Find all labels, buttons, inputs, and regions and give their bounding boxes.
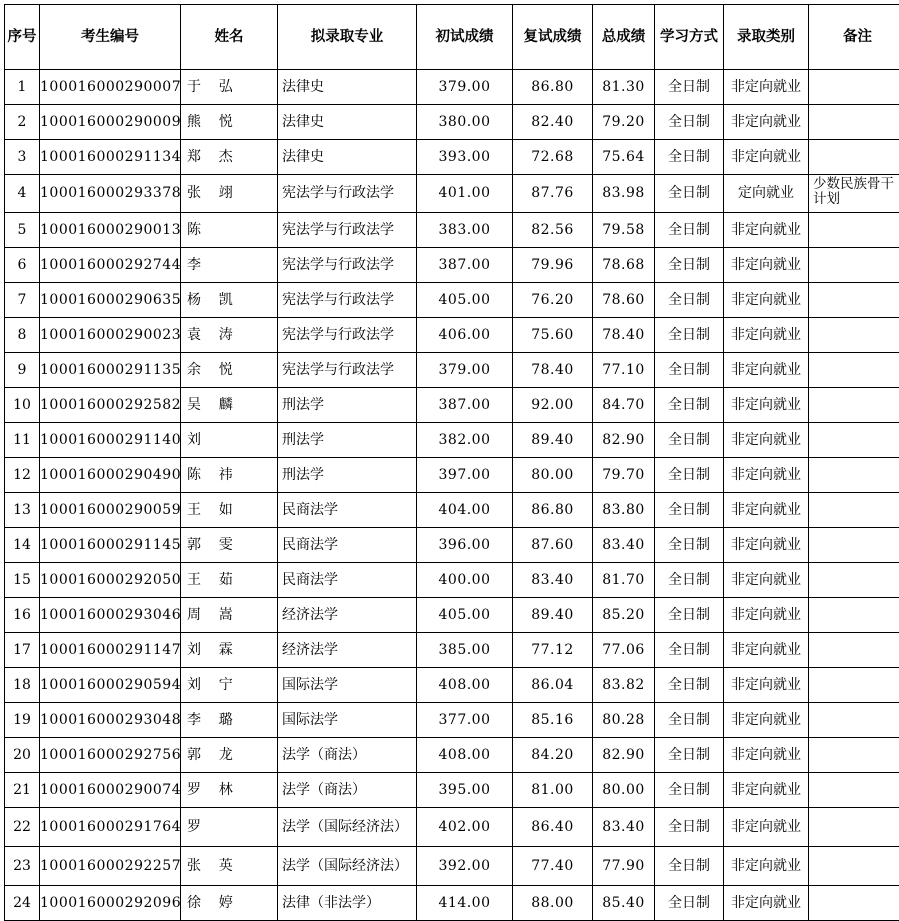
- cell-study-mode: 全日制: [655, 70, 724, 105]
- cell-retest-score: 76.20: [513, 283, 593, 318]
- cell-study-mode: 全日制: [655, 738, 724, 773]
- cell-study-mode: 全日制: [655, 388, 724, 423]
- cell-name: 杨 凯: [181, 283, 278, 318]
- cell-initial-score: 414.00: [417, 886, 513, 921]
- cell-candidate-id: 100016000293048: [40, 703, 181, 738]
- cell-initial-score: 402.00: [417, 808, 513, 847]
- cell-name: 徐 婷: [181, 886, 278, 921]
- cell-category: 非定向就业: [724, 668, 809, 703]
- table-row: [5, 248, 899, 283]
- cell-retest-score: 82.40: [513, 105, 593, 140]
- table-row: [5, 458, 899, 493]
- cell-category: 非定向就业: [724, 248, 809, 283]
- cell-note: [809, 738, 899, 773]
- cell-study-mode: 全日制: [655, 283, 724, 318]
- cell-retest-score: 83.40: [513, 563, 593, 598]
- cell-note: 少数民族骨干计划: [809, 175, 899, 213]
- cell-study-mode: 全日制: [655, 633, 724, 668]
- table-row: [5, 70, 899, 105]
- cell-initial-score: 385.00: [417, 633, 513, 668]
- cell-total-score: 82.90: [593, 423, 655, 458]
- cell-category: 非定向就业: [724, 598, 809, 633]
- cell-major: 法律史: [278, 70, 417, 105]
- cell-candidate-id: 100016000290594: [40, 668, 181, 703]
- cell-major: 民商法学: [278, 528, 417, 563]
- cell-name: 刘 宁: [181, 668, 278, 703]
- cell-name: 熊 悦: [181, 105, 278, 140]
- table-row: [5, 528, 899, 563]
- cell-candidate-id: 100016000290074: [40, 773, 181, 808]
- table-row: [5, 633, 899, 668]
- cell-category: 非定向就业: [724, 423, 809, 458]
- cell-category: 非定向就业: [724, 703, 809, 738]
- cell-major: 法学（国际经济法）: [278, 808, 417, 847]
- cell-note: [809, 213, 899, 248]
- cell-study-mode: 全日制: [655, 248, 724, 283]
- cell-seq: 18: [5, 668, 40, 703]
- cell-total-score: 78.60: [593, 283, 655, 318]
- cell-name: 郑 杰: [181, 140, 278, 175]
- cell-initial-score: 395.00: [417, 773, 513, 808]
- cell-total-score: 80.00: [593, 773, 655, 808]
- cell-major: 法学（国际经济法）: [278, 847, 417, 886]
- cell-retest-score: 79.96: [513, 248, 593, 283]
- header-total-score: 总成绩: [593, 5, 655, 70]
- cell-major: 宪法学与行政法学: [278, 248, 417, 283]
- cell-candidate-id: 100016000292744: [40, 248, 181, 283]
- cell-seq: 19: [5, 703, 40, 738]
- table-row: [5, 353, 899, 388]
- cell-retest-score: 89.40: [513, 423, 593, 458]
- cell-study-mode: 全日制: [655, 493, 724, 528]
- cell-seq: 1: [5, 70, 40, 105]
- table-body: [5, 70, 899, 921]
- cell-retest-score: 87.76: [513, 175, 593, 213]
- cell-note: [809, 248, 899, 283]
- cell-retest-score: 77.12: [513, 633, 593, 668]
- cell-seq: 12: [5, 458, 40, 493]
- cell-total-score: 81.70: [593, 563, 655, 598]
- cell-total-score: 77.10: [593, 353, 655, 388]
- cell-initial-score: 406.00: [417, 318, 513, 353]
- cell-study-mode: 全日制: [655, 598, 724, 633]
- cell-seq: 21: [5, 773, 40, 808]
- cell-seq: 3: [5, 140, 40, 175]
- cell-retest-score: 86.40: [513, 808, 593, 847]
- cell-name: 张 英: [181, 847, 278, 886]
- cell-major: 宪法学与行政法学: [278, 318, 417, 353]
- cell-seq: 14: [5, 528, 40, 563]
- cell-note: [809, 458, 899, 493]
- cell-name: 李: [181, 248, 278, 283]
- cell-name: 刘: [181, 423, 278, 458]
- cell-total-score: 83.98: [593, 175, 655, 213]
- cell-total-score: 78.40: [593, 318, 655, 353]
- cell-study-mode: 全日制: [655, 423, 724, 458]
- cell-seq: 22: [5, 808, 40, 847]
- header-row: [5, 5, 899, 70]
- admission-table: [4, 4, 899, 921]
- cell-name: 罗: [181, 808, 278, 847]
- cell-major: 国际法学: [278, 668, 417, 703]
- cell-initial-score: 393.00: [417, 140, 513, 175]
- cell-seq: 4: [5, 175, 40, 213]
- table-row: [5, 563, 899, 598]
- cell-major: 法律史: [278, 105, 417, 140]
- cell-retest-score: 77.40: [513, 847, 593, 886]
- cell-initial-score: 387.00: [417, 388, 513, 423]
- cell-category: 定向就业: [724, 175, 809, 213]
- cell-candidate-id: 100016000291145: [40, 528, 181, 563]
- cell-retest-score: 75.60: [513, 318, 593, 353]
- cell-name: 吴 麟: [181, 388, 278, 423]
- cell-category: 非定向就业: [724, 528, 809, 563]
- cell-category: 非定向就业: [724, 633, 809, 668]
- cell-study-mode: 全日制: [655, 458, 724, 493]
- table-row: [5, 388, 899, 423]
- cell-note: [809, 703, 899, 738]
- cell-total-score: 78.68: [593, 248, 655, 283]
- cell-study-mode: 全日制: [655, 668, 724, 703]
- header-name: 姓名: [181, 5, 278, 70]
- cell-name: 郭 龙: [181, 738, 278, 773]
- cell-initial-score: 405.00: [417, 283, 513, 318]
- cell-initial-score: 377.00: [417, 703, 513, 738]
- cell-seq: 5: [5, 213, 40, 248]
- table-row: [5, 423, 899, 458]
- cell-seq: 16: [5, 598, 40, 633]
- cell-major: 刑法学: [278, 388, 417, 423]
- cell-seq: 15: [5, 563, 40, 598]
- cell-total-score: 84.70: [593, 388, 655, 423]
- cell-note: [809, 633, 899, 668]
- cell-candidate-id: 100016000290490: [40, 458, 181, 493]
- cell-name: 陈: [181, 213, 278, 248]
- table-row: [5, 738, 899, 773]
- cell-category: 非定向就业: [724, 773, 809, 808]
- cell-category: 非定向就业: [724, 213, 809, 248]
- cell-total-score: 79.20: [593, 105, 655, 140]
- table-row: [5, 703, 899, 738]
- cell-major: 宪法学与行政法学: [278, 283, 417, 318]
- cell-total-score: 77.90: [593, 847, 655, 886]
- cell-category: 非定向就业: [724, 808, 809, 847]
- cell-total-score: 83.40: [593, 808, 655, 847]
- cell-note: [809, 105, 899, 140]
- header-initial-score: 初试成绩: [417, 5, 513, 70]
- cell-note: [809, 668, 899, 703]
- cell-candidate-id: 100016000290009: [40, 105, 181, 140]
- cell-retest-score: 84.20: [513, 738, 593, 773]
- cell-seq: 13: [5, 493, 40, 528]
- cell-study-mode: 全日制: [655, 353, 724, 388]
- cell-major: 宪法学与行政法学: [278, 353, 417, 388]
- cell-major: 宪法学与行政法学: [278, 213, 417, 248]
- cell-name: 王 如: [181, 493, 278, 528]
- cell-candidate-id: 100016000292050: [40, 563, 181, 598]
- cell-candidate-id: 100016000290007: [40, 70, 181, 105]
- cell-note: [809, 388, 899, 423]
- cell-name: 罗 林: [181, 773, 278, 808]
- cell-total-score: 85.20: [593, 598, 655, 633]
- cell-initial-score: 383.00: [417, 213, 513, 248]
- table-row: [5, 213, 899, 248]
- cell-note: [809, 423, 899, 458]
- cell-total-score: 85.40: [593, 886, 655, 921]
- cell-initial-score: 405.00: [417, 598, 513, 633]
- cell-category: 非定向就业: [724, 738, 809, 773]
- cell-candidate-id: 100016000292756: [40, 738, 181, 773]
- cell-note: [809, 353, 899, 388]
- cell-total-score: 80.28: [593, 703, 655, 738]
- cell-study-mode: 全日制: [655, 703, 724, 738]
- table-row: [5, 668, 899, 703]
- cell-major: 宪法学与行政法学: [278, 175, 417, 213]
- cell-study-mode: 全日制: [655, 318, 724, 353]
- cell-total-score: 75.64: [593, 140, 655, 175]
- cell-category: 非定向就业: [724, 388, 809, 423]
- cell-candidate-id: 100016000291134: [40, 140, 181, 175]
- cell-note: [809, 283, 899, 318]
- cell-retest-score: 72.68: [513, 140, 593, 175]
- cell-initial-score: 397.00: [417, 458, 513, 493]
- cell-initial-score: 379.00: [417, 353, 513, 388]
- cell-candidate-id: 100016000290023: [40, 318, 181, 353]
- cell-category: 非定向就业: [724, 563, 809, 598]
- cell-candidate-id: 100016000291140: [40, 423, 181, 458]
- cell-total-score: 81.30: [593, 70, 655, 105]
- cell-candidate-id: 100016000292096: [40, 886, 181, 921]
- cell-seq: 8: [5, 318, 40, 353]
- table-row: [5, 886, 899, 921]
- cell-initial-score: 401.00: [417, 175, 513, 213]
- cell-note: [809, 808, 899, 847]
- cell-major: 经济法学: [278, 633, 417, 668]
- cell-candidate-id: 100016000290635: [40, 283, 181, 318]
- cell-note: [809, 886, 899, 921]
- cell-category: 非定向就业: [724, 493, 809, 528]
- header-candidate-id: 考生编号: [40, 5, 181, 70]
- cell-initial-score: 408.00: [417, 668, 513, 703]
- cell-seq: 17: [5, 633, 40, 668]
- cell-study-mode: 全日制: [655, 175, 724, 213]
- table-row: [5, 105, 899, 140]
- table-row: [5, 318, 899, 353]
- cell-note: [809, 528, 899, 563]
- cell-study-mode: 全日制: [655, 886, 724, 921]
- cell-note: [809, 318, 899, 353]
- cell-retest-score: 85.16: [513, 703, 593, 738]
- cell-study-mode: 全日制: [655, 213, 724, 248]
- table-row: [5, 773, 899, 808]
- cell-major: 经济法学: [278, 598, 417, 633]
- cell-name: 余 悦: [181, 353, 278, 388]
- cell-study-mode: 全日制: [655, 773, 724, 808]
- cell-major: 刑法学: [278, 458, 417, 493]
- cell-initial-score: 387.00: [417, 248, 513, 283]
- cell-candidate-id: 100016000293046: [40, 598, 181, 633]
- header-seq: 序号: [5, 5, 40, 70]
- header-retest-score: 复试成绩: [513, 5, 593, 70]
- cell-major: 法学（商法）: [278, 738, 417, 773]
- cell-name: 陈 祎: [181, 458, 278, 493]
- cell-name: 周 嵩: [181, 598, 278, 633]
- cell-total-score: 77.06: [593, 633, 655, 668]
- cell-category: 非定向就业: [724, 353, 809, 388]
- cell-retest-score: 88.00: [513, 886, 593, 921]
- cell-seq: 10: [5, 388, 40, 423]
- cell-note: [809, 773, 899, 808]
- cell-retest-score: 81.00: [513, 773, 593, 808]
- cell-name: 袁 涛: [181, 318, 278, 353]
- cell-initial-score: 396.00: [417, 528, 513, 563]
- table-row: [5, 598, 899, 633]
- cell-seq: 9: [5, 353, 40, 388]
- cell-total-score: 79.58: [593, 213, 655, 248]
- cell-note: [809, 140, 899, 175]
- cell-retest-score: 89.40: [513, 598, 593, 633]
- cell-major: 刑法学: [278, 423, 417, 458]
- cell-name: 于 弘: [181, 70, 278, 105]
- cell-retest-score: 92.00: [513, 388, 593, 423]
- cell-major: 法律（非法学）: [278, 886, 417, 921]
- cell-initial-score: 400.00: [417, 563, 513, 598]
- cell-study-mode: 全日制: [655, 105, 724, 140]
- cell-major: 法学（商法）: [278, 773, 417, 808]
- table-row: [5, 808, 899, 847]
- cell-study-mode: 全日制: [655, 563, 724, 598]
- cell-major: 民商法学: [278, 563, 417, 598]
- cell-category: 非定向就业: [724, 105, 809, 140]
- cell-candidate-id: 100016000291147: [40, 633, 181, 668]
- cell-candidate-id: 100016000291764: [40, 808, 181, 847]
- header-note: 备注: [809, 5, 899, 70]
- cell-name: 刘 霖: [181, 633, 278, 668]
- header-study-mode: 学习方式: [655, 5, 724, 70]
- cell-study-mode: 全日制: [655, 528, 724, 563]
- cell-candidate-id: 100016000290059: [40, 493, 181, 528]
- cell-candidate-id: 100016000292257: [40, 847, 181, 886]
- cell-retest-score: 78.40: [513, 353, 593, 388]
- cell-study-mode: 全日制: [655, 847, 724, 886]
- cell-name: 郭 雯: [181, 528, 278, 563]
- cell-candidate-id: 100016000290013: [40, 213, 181, 248]
- cell-seq: 11: [5, 423, 40, 458]
- cell-study-mode: 全日制: [655, 140, 724, 175]
- table-row: [5, 140, 899, 175]
- cell-initial-score: 404.00: [417, 493, 513, 528]
- table-row: [5, 283, 899, 318]
- cell-note: [809, 563, 899, 598]
- cell-seq: 23: [5, 847, 40, 886]
- cell-total-score: 79.70: [593, 458, 655, 493]
- cell-name: 王 茹: [181, 563, 278, 598]
- cell-retest-score: 80.00: [513, 458, 593, 493]
- cell-name: 李 璐: [181, 703, 278, 738]
- cell-initial-score: 382.00: [417, 423, 513, 458]
- cell-note: [809, 493, 899, 528]
- cell-seq: 20: [5, 738, 40, 773]
- cell-retest-score: 86.80: [513, 493, 593, 528]
- header-major: 拟录取专业: [278, 5, 417, 70]
- cell-category: 非定向就业: [724, 140, 809, 175]
- cell-note: [809, 70, 899, 105]
- table-row: [5, 175, 899, 213]
- cell-total-score: 83.40: [593, 528, 655, 563]
- cell-seq: 7: [5, 283, 40, 318]
- cell-total-score: 82.90: [593, 738, 655, 773]
- cell-retest-score: 87.60: [513, 528, 593, 563]
- cell-category: 非定向就业: [724, 318, 809, 353]
- cell-candidate-id: 100016000292582: [40, 388, 181, 423]
- cell-category: 非定向就业: [724, 283, 809, 318]
- cell-seq: 6: [5, 248, 40, 283]
- cell-category: 非定向就业: [724, 458, 809, 493]
- cell-initial-score: 392.00: [417, 847, 513, 886]
- cell-category: 非定向就业: [724, 886, 809, 921]
- cell-initial-score: 379.00: [417, 70, 513, 105]
- cell-initial-score: 408.00: [417, 738, 513, 773]
- table-row: [5, 493, 899, 528]
- cell-retest-score: 82.56: [513, 213, 593, 248]
- cell-retest-score: 86.04: [513, 668, 593, 703]
- cell-major: 民商法学: [278, 493, 417, 528]
- cell-major: 法律史: [278, 140, 417, 175]
- cell-category: 非定向就业: [724, 847, 809, 886]
- cell-total-score: 83.82: [593, 668, 655, 703]
- cell-name: 张 翊: [181, 175, 278, 213]
- cell-study-mode: 全日制: [655, 808, 724, 847]
- cell-seq: 24: [5, 886, 40, 921]
- header-category: 录取类别: [724, 5, 809, 70]
- cell-seq: 2: [5, 105, 40, 140]
- cell-initial-score: 380.00: [417, 105, 513, 140]
- cell-retest-score: 86.80: [513, 70, 593, 105]
- cell-note: [809, 598, 899, 633]
- cell-major: 国际法学: [278, 703, 417, 738]
- cell-total-score: 83.80: [593, 493, 655, 528]
- cell-candidate-id: 100016000293378: [40, 175, 181, 213]
- cell-category: 非定向就业: [724, 70, 809, 105]
- cell-candidate-id: 100016000291135: [40, 353, 181, 388]
